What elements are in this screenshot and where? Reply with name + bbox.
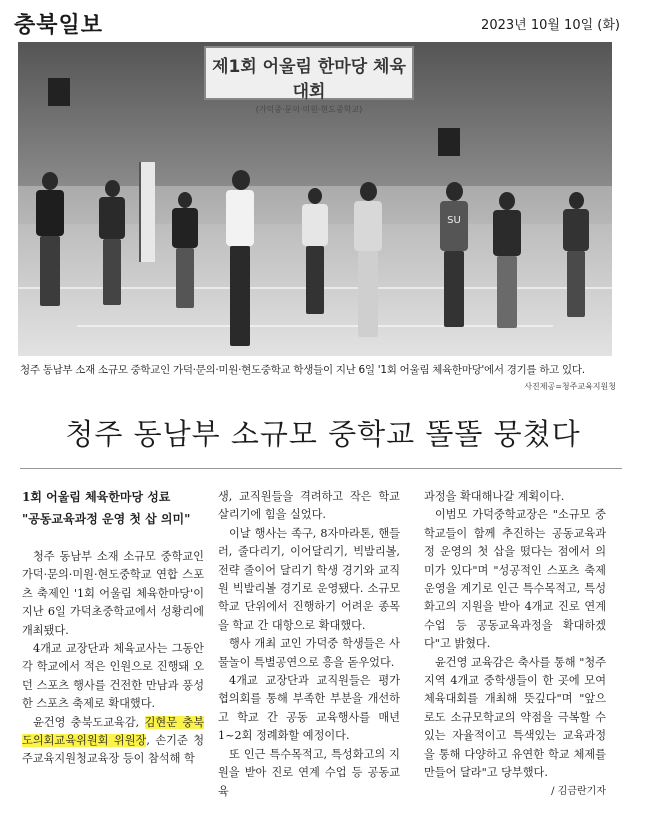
paragraph: 청주 동남부 소재 소규모 중학교인 가덕·문의·미원·현도중학교 연합 스포츠 축제인 '1회 어울림 체육한마당'이 지난 6일 가덕초중학교에서 성황리에 개최됐다.	[22, 550, 204, 637]
article-photo	[18, 42, 612, 356]
student	[558, 192, 594, 322]
jersey: SU	[440, 201, 468, 251]
speaker	[438, 128, 460, 156]
flag	[139, 162, 155, 262]
event-banner	[204, 46, 414, 114]
newspaper-name: 충북일보	[14, 13, 104, 38]
banner-subtitle: (가덕중·문의·미원·현도중학교)	[255, 105, 363, 114]
paragraph: 윤건영 교육감은 축사를 통해 "청주지역 4개교 중학생들이 한 곳에 모여 체육대회를 개최해 뜻깊다"며 "앞으로도 소규모학교의 약점을 극복할 수 있는 자율적이고 특색있는 교육과정을 통해 다양하고 유연한 학교 체제를 만들어 달라"고 당부했다.	[424, 655, 606, 780]
highlighted-text: 김현문 충북도의회교육위원회 위원장	[22, 715, 205, 748]
paragraph: 4개교 교장단과 체육교사는 그동안 각 학교에서 적은 인원으로 진행돼 오던 스포츠 행사를 건전한 만남과 풍성한 스포츠 축제로 확대했다.	[22, 642, 204, 711]
student	[218, 170, 262, 350]
article-column-2	[218, 488, 400, 801]
paragraph: 과정을 확대해나갈 계획이다.	[424, 490, 565, 503]
student	[94, 180, 130, 310]
subheading-2: "공동교육과정 운영 첫 삽 의미"	[22, 512, 191, 526]
text-run: 윤건영 충북도교육감,	[33, 715, 145, 729]
paragraph: 4개교 교장단과 교직원들은 평가 협의회를 통해 부족한 부분을 개선하고 학교 간 공동 교육행사를 매년 1~2회 정례화할 예정이다.	[218, 674, 400, 743]
banner-title: 제1회 어울림 한마당 체육대회	[212, 57, 406, 102]
student	[30, 172, 70, 312]
paragraph: 또 인근 특수목적고, 특성화고의 지원을 받아 진로 연계 수업 등 공동교육	[218, 747, 400, 798]
divider	[20, 468, 622, 469]
speaker	[48, 78, 70, 106]
photo-credit: 사진제공=청주교육지원청	[524, 382, 616, 391]
paragraph: 이범모 가덕중학교장은 "소규모 중학교들이 함께 추진하는 공동교육과정 운영의 첫 삽을 떴다는 점에서 의미가 있다"며 "성공적인 스포츠 축제 운영을 계기로 인근 특수목적고, 특성화고의 지원을 받아 4개교 진로 연계 수업 등 공동교육과정을 확대하겠다"고 밝혔다.	[424, 508, 606, 651]
student	[432, 182, 476, 332]
student	[298, 188, 332, 318]
student	[168, 192, 202, 312]
subheading-1: 1회 어울림 체육한마당 성료	[22, 490, 171, 504]
text-run: , 손기준 청주교육지원청교육장 등이 참석해 학	[22, 734, 204, 766]
byline: / 김금란기자	[551, 785, 606, 797]
article-column-1	[22, 488, 204, 769]
court-line	[77, 325, 552, 327]
paragraph: 생, 교직원들을 격려하고 작은 학교 살리기에 힘을 실었다.	[218, 490, 400, 522]
headline: 청주 동남부 소규모 중학교 똘똘 뭉쳤다	[65, 417, 581, 451]
paragraph: 행사 개최 교인 가덕중 학생들은 사물놀이 특별공연으로 흥을 돋우었다.	[218, 637, 400, 669]
article-column-3	[424, 488, 606, 801]
photo-caption: 청주 동남부 소재 소규모 중학교인 가덕·문의·미원·현도중학교 학생들이 지난 6일 '1회 어울림 체육한마당'에서 경기를 하고 있다.	[20, 364, 585, 376]
publication-date: 2023년 10월 10일 (화)	[481, 18, 620, 33]
paragraph	[22, 714, 204, 769]
student	[348, 182, 388, 342]
student	[488, 192, 526, 332]
paragraph: 이날 행사는 족구, 8자마라톤, 핸들러, 줄다리기, 이어달리기, 빅발리볼, 전략 줄이어 달리기 학생 경기와 교직원 빅발리볼 경기로 운영됐다. 소규모 학교 단위에서 진행하기 어려운 종목을 학교 간 대항으로 확대했다.	[218, 526, 400, 632]
